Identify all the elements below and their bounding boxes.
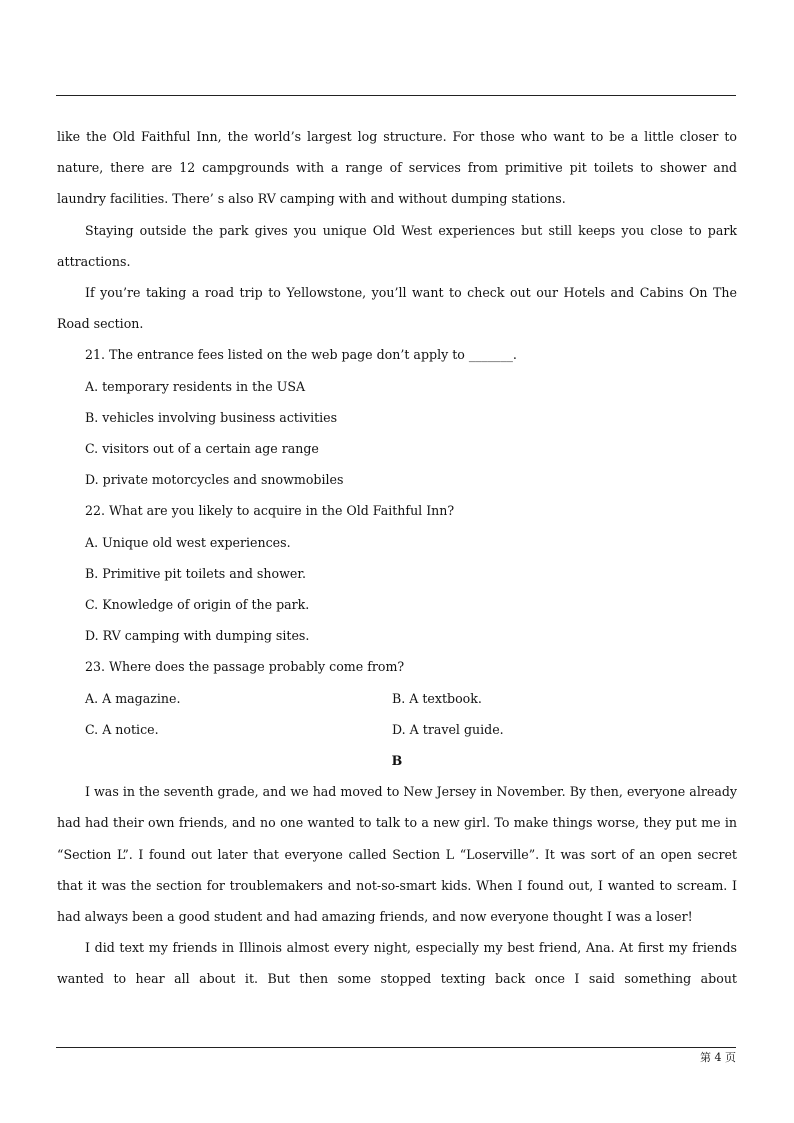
question-22-stem: 22. What are you likely to acquire in the Old Faithful Inn? [85, 503, 455, 519]
section-b-paragraph-1: I was in the seventh grade, and we had moved to New Jersey in November. By then, everyone already had had their own friends, and no one wanted to talk to a new girl. To make things worse, they put me in “Section L”. I found out later that everyone called Section L “Loserville”. It was sort of an open secret that it was the section for troublemakers and not-so-smart kids. When I found out, I wanted to scream. I had always been a good student and had amazing friends, and now everyone thought I was a loser! [57, 784, 737, 925]
passage-a-paragraph-1: like the Old Faithful Inn, the world’s largest log structure. For those who want to be a little closer to nature, there are 12 campgrounds with a range of services from primitive pit toilets to shower and laundry facilities. There’ s also RV camping with and without dumping stations. [57, 129, 737, 207]
section-b-heading: B [391, 753, 403, 769]
question-22-option-b: B. Primitive pit toilets and shower. [85, 565, 306, 581]
passage-a-paragraph-2: Staying outside the park gives you unique Old West experiences but still keeps you close to park attractions. [57, 222, 737, 269]
question-23-options-row-1 [57, 683, 737, 714]
passage-a-paragraph-3: If you’re taking a road trip to Yellowstone, you’ll want to check out our Hotels and Cabins On The Road section. [57, 285, 737, 332]
question-23-option-c: C. A notice. [85, 721, 159, 737]
question-22-option-d: D. RV camping with dumping sites. [85, 628, 310, 644]
question-21-option-b: B. vehicles involving business activities [85, 409, 338, 425]
section-b-paragraph-2: I did text my friends in Illinois almost every night, especially my best friend, Ana. At first my friends wanted to hear all about it. But then some stopped texting back once I said something about [57, 940, 737, 987]
question-21-option-a: A. temporary residents in the USA [85, 378, 306, 394]
page-content [57, 121, 737, 995]
question-23-stem: 23. Where does the passage probably come from? [85, 659, 405, 675]
question-23-option-a: A. A magazine. [85, 690, 181, 706]
question-23-options-row-2 [57, 714, 737, 745]
footer-rule [56, 1047, 736, 1048]
question-21-option-d: D. private motorcycles and snowmobiles [85, 472, 344, 488]
page-number: 第 4 页 [700, 1051, 736, 1064]
question-23-option-d: D. A travel guide. [392, 721, 504, 737]
question-23-option-b: B. A textbook. [392, 690, 482, 706]
question-21-stem: 21. The entrance fees listed on the web page don’t apply to _______. [85, 347, 517, 363]
question-21-option-c: C. visitors out of a certain age range [85, 441, 319, 457]
question-22-option-c: C. Knowledge of origin of the park. [85, 597, 310, 613]
header-rule [56, 95, 736, 96]
question-22-option-a: A. Unique old west experiences. [85, 534, 291, 550]
